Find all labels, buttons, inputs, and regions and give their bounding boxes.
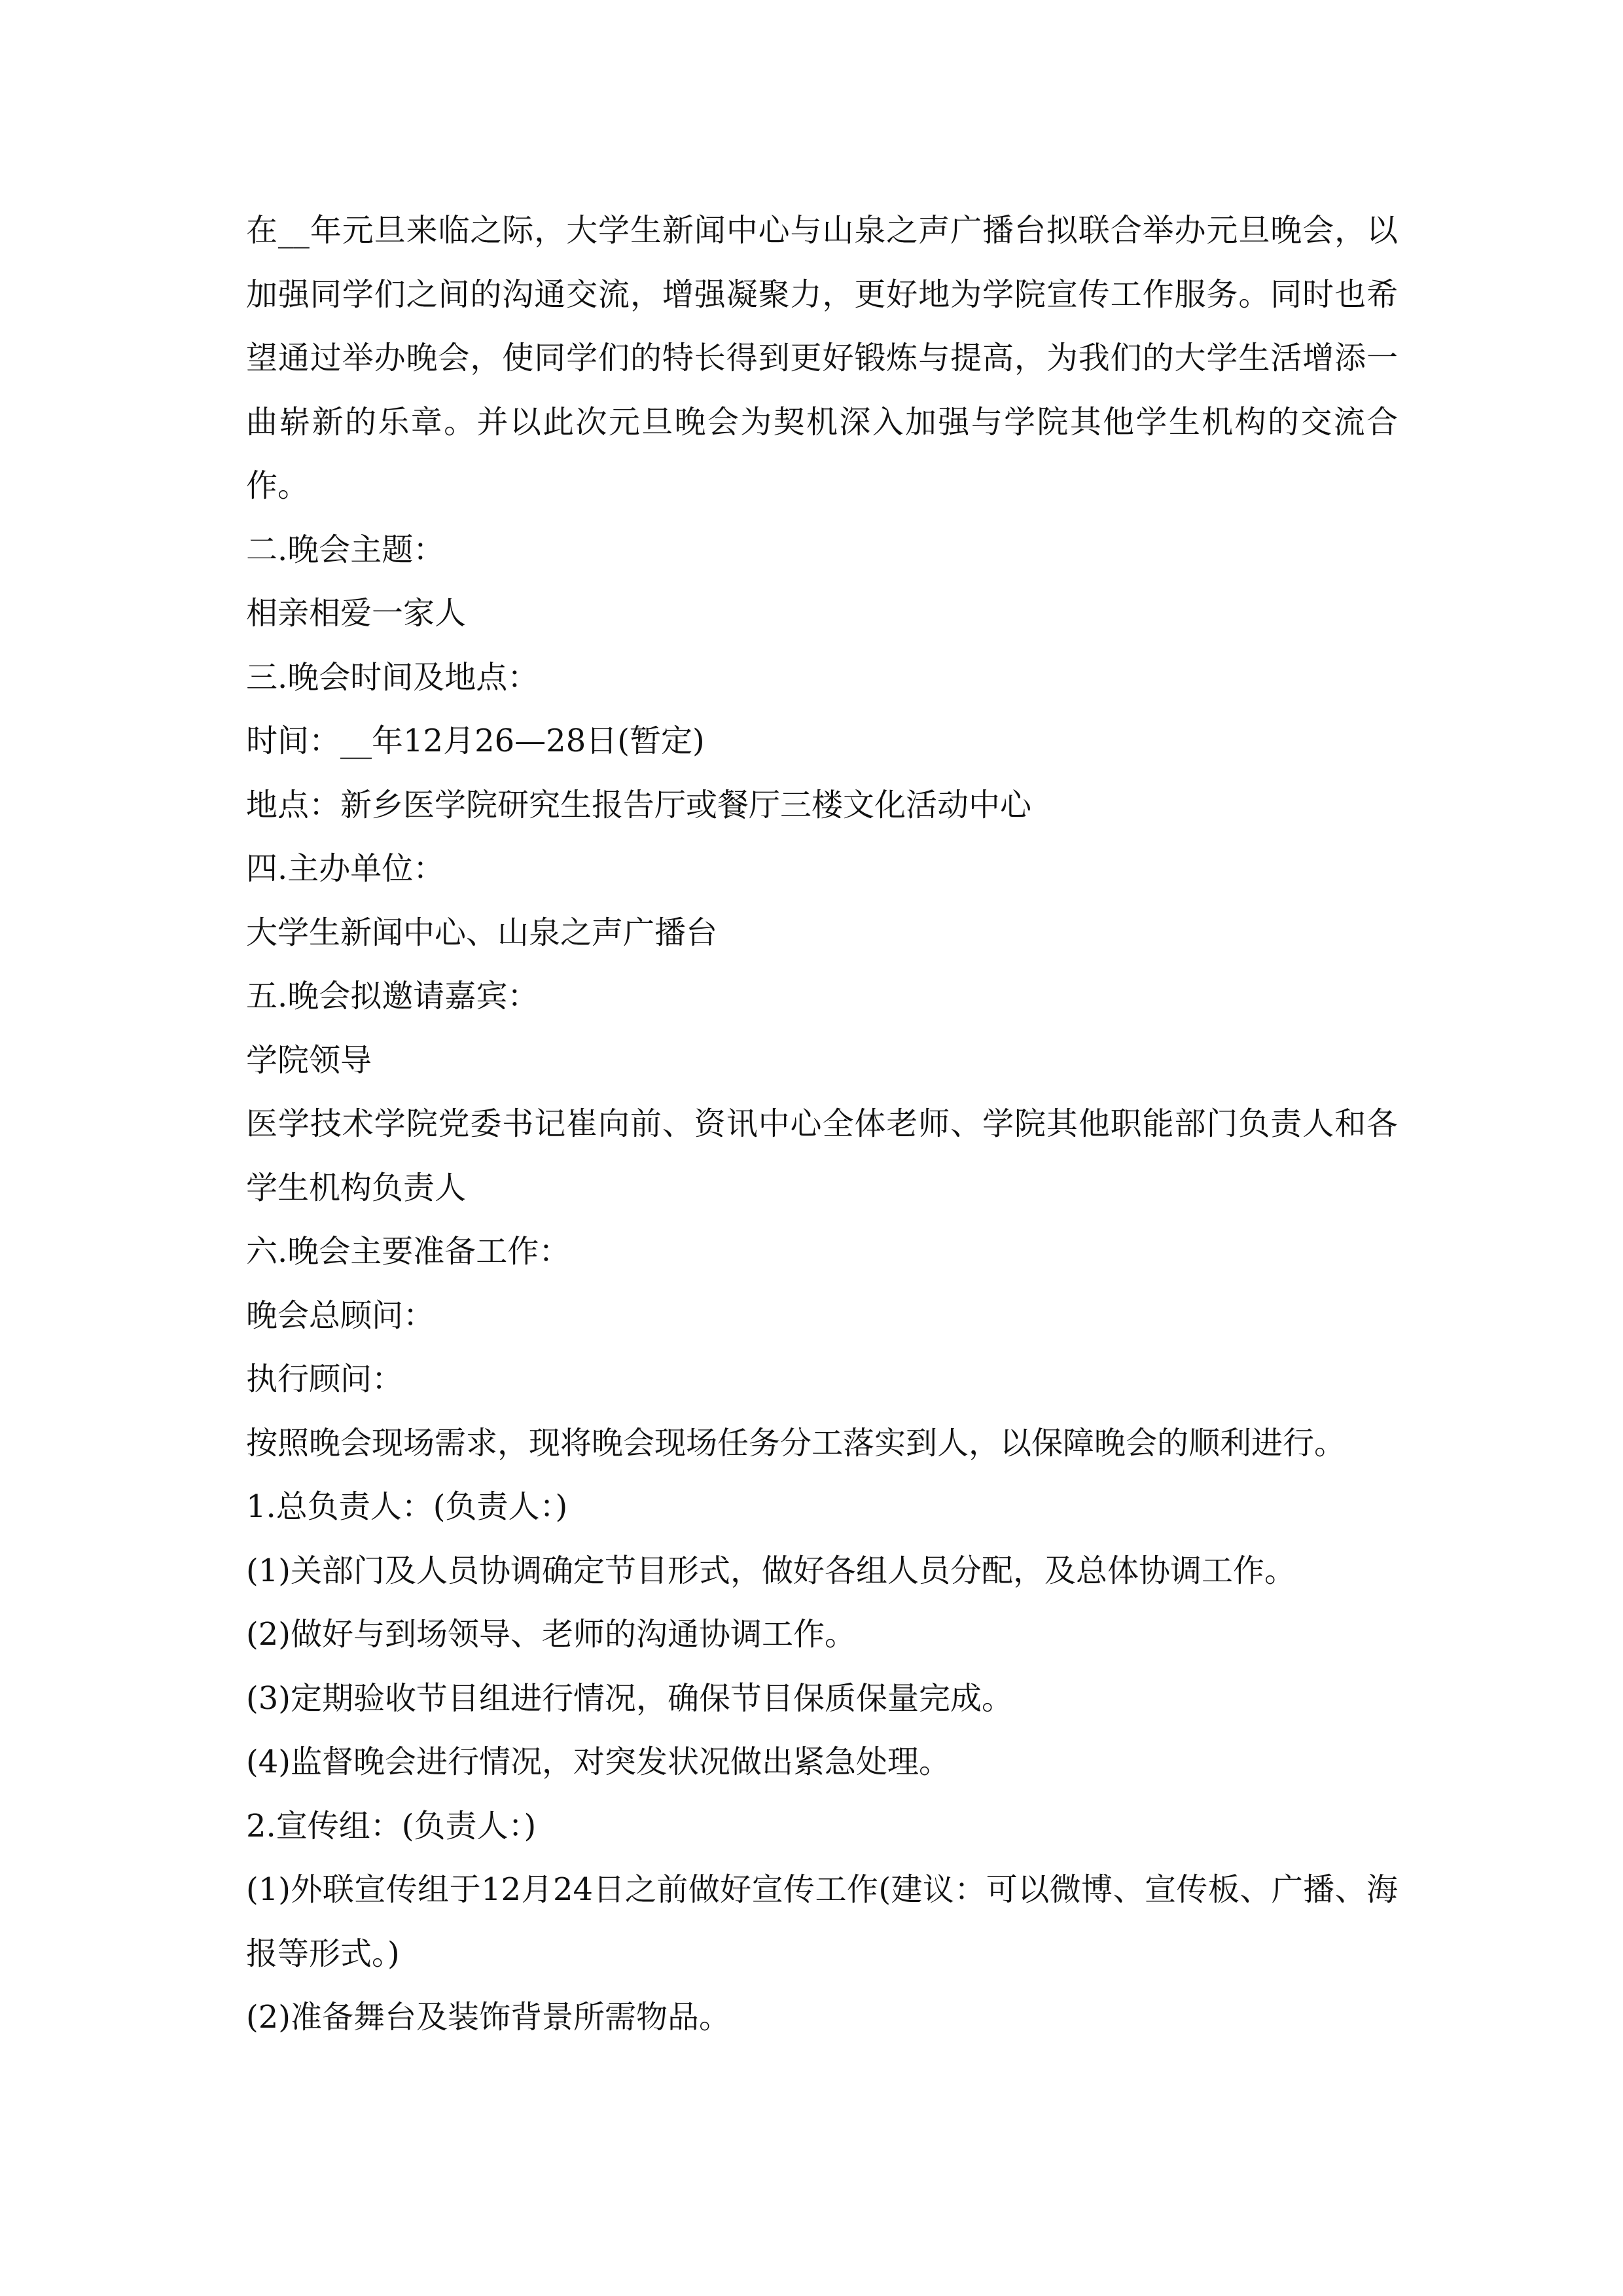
theme-text: 相亲相爱一家人 bbox=[246, 595, 467, 632]
publicity-duty-1: (1)外联宣传组于12月24日之前做好宣传工作(建议：可以微博、宣传板、广播、海报等形式。) bbox=[246, 1871, 1398, 1972]
publicity-duty-2: (2)准备舞台及装饰背景所需物品。 bbox=[246, 1999, 730, 2036]
manager-duty-1: (1)关部门及人员协调确定节目形式，做好各组人员分配，及总体协调工作。 bbox=[246, 1552, 1296, 1589]
manager-duty-3: (3)定期验收节目组进行情况，确保节目保质保量完成。 bbox=[246, 1679, 1013, 1717]
executive-advisor: 执行顾问： bbox=[246, 1361, 404, 1397]
chief-advisor: 晚会总顾问： bbox=[246, 1297, 435, 1334]
document-body bbox=[246, 199, 1398, 2050]
section-heading-organizer: 四.主办单位： bbox=[246, 850, 445, 887]
section-heading-guests: 五.晚会拟邀请嘉宾： bbox=[246, 978, 539, 1014]
manager-duty-4: (4)监督晚会进行情况，对突发状况做出紧急处理。 bbox=[246, 1744, 950, 1780]
time-text: 时间：__年12月26—28日(暂定) bbox=[246, 723, 705, 759]
section-heading-time-place: 三.晚会时间及地点： bbox=[246, 658, 539, 696]
guests-list: 医学技术学院党委书记崔向前、资讯中心全体老师、学院其他职能部门负责人和各学生机构负责人 bbox=[246, 1105, 1398, 1206]
section-heading-preparation: 六.晚会主要准备工作： bbox=[246, 1233, 571, 1270]
manager-duty-2: (2)做好与到场领导、老师的沟通协调工作。 bbox=[246, 1616, 856, 1653]
guests-leaders: 学院领导 bbox=[246, 1041, 372, 1079]
intro-paragraph: 在__年元旦来临之际，大学生新闻中心与山泉之声广播台拟联合举办元旦晚会，以加强同学们之间的沟通交流，增强凝聚力，更好地为学院宣传工作服务。同时也希望通过举办晚会，使同学们的特长得到更好锻炼与提高，为我们的大学生活增添一曲崭新的乐章。并以此次元旦晚会为契机深入加强与学院其他学生机构的交流合作。 bbox=[246, 212, 1398, 504]
subheading-publicity-group: 2.宣传组：(负责人：) bbox=[246, 1807, 537, 1844]
place-text: 地点：新乡医学院研究生报告厅或餐厅三楼文化活动中心 bbox=[246, 786, 1032, 823]
subheading-general-manager: 1.总负责人：(负责人：) bbox=[246, 1488, 568, 1525]
task-assignment-text: 按照晚会现场需求，现将晚会现场任务分工落实到人，以保障晚会的顺利进行。 bbox=[246, 1424, 1346, 1462]
section-heading-theme: 二.晚会主题： bbox=[246, 531, 445, 568]
organizer-text: 大学生新闻中心、山泉之声广播台 bbox=[246, 914, 718, 951]
